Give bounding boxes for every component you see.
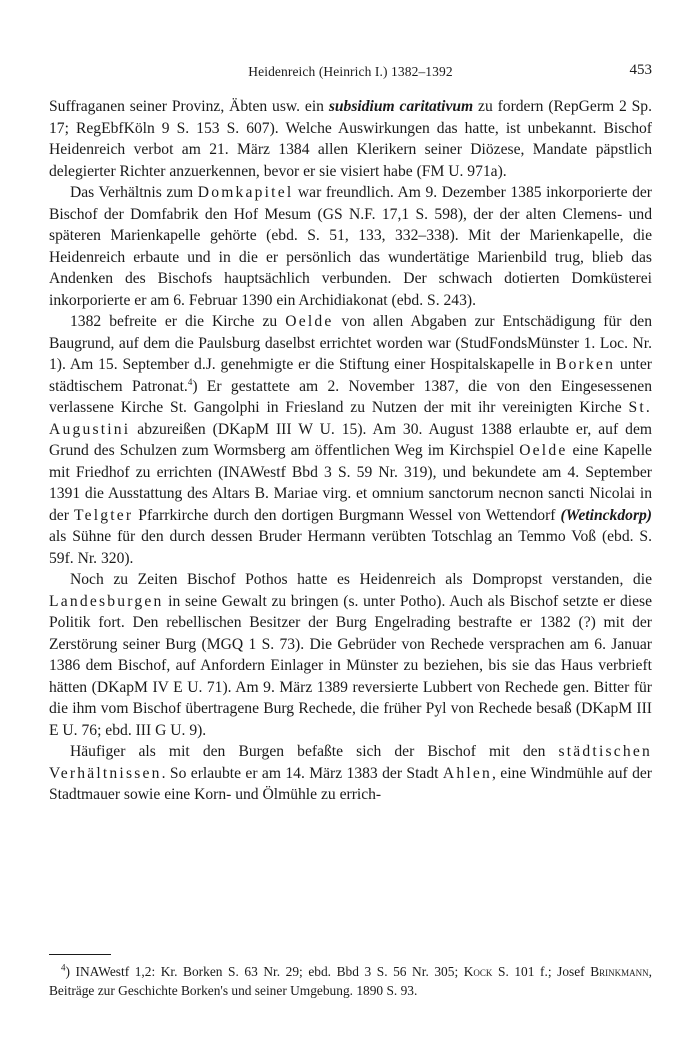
spaced-keyword: St. Augustini [49, 399, 652, 438]
text-run: war freundlich. Am 9. Dezember 1385 inkorporierte der Bischof der Domfabrik den Hof Mesum (GS N.F. 17,1 S. 598), der der alten Clemens- und späteren Marienkapelle gehörte (ebd. S. 51, 133, 332–338). Mit der Marienkapelle, die Heidenreich erbaute und in die er persönlich das wundertätige Marienbild trug, blieb das Andenken des Bischofs hauptsächlich verbunden. Der schwach dotierten Domküsterei inkorporierte er am 6. Februar 1390 ein Archidiakonat (ebd. S. 243). [49, 184, 652, 309]
spaced-keyword: Borken [555, 356, 616, 373]
text-run: zu fordern (RepGerm 2 Sp. 17; RegEbfKöln 9 S. 153 S. 607). Welche Auswirkungen das hatte, ist unbekannt. Bischof Heidenreich verbot am 21. März 1384 allen Klerikern seiner Diözese, Mandate päpstlich delegierter Richter anzuerkennen, bevor er sie visiert habe (FM U. 971a). [49, 98, 652, 180]
text-run: Pfarrkirche durch den dortigen Burgmann Wessel von Wettendorf [133, 506, 561, 524]
text-run: von allen Abgaben zur Entschädigung für den Baugrund, auf dem die Paulsburg daselbst errichtet worden war (StudFondsMünster 1. Loc. Nr. 1). Am 15. September d.J. genehmigte er die Stiftung einer Hospitalskapelle in [49, 313, 653, 373]
footnote [49, 962, 652, 1000]
text-run: S. 101 f.; Josef [492, 964, 591, 979]
text-run: 1382 befreite er die Kirche zu [70, 313, 286, 330]
spaced-keyword: Landesburgen [49, 592, 164, 610]
text-run: Häufiger als mit den Burgen befaßte sich der Bischof mit den [70, 743, 559, 760]
italic-term: (Wetinckdorp) [560, 506, 652, 524]
latin-term: subsidium caritativum [328, 98, 474, 115]
running-head [49, 64, 652, 84]
text-run: ) INAWestf 1,2: Kr. Borken S. 63 Nr. 29; ebd. Bbd 3 S. 56 Nr. 305; [65, 964, 464, 979]
paragraph-2 [49, 182, 652, 311]
text-run: Das Verhältnis zum [70, 184, 198, 201]
paragraph-5 [49, 741, 652, 806]
text-run: als Sühne für den durch dessen Bruder Hermann verübten Totschlag an Temmo Voß (ebd. S. 59f. Nr. 320). [49, 528, 652, 567]
paragraph-4 [49, 569, 652, 741]
spaced-keyword: Oelde [285, 313, 334, 330]
text-run: eine Kapelle mit Friedhof zu errichten (INAWestf Bbd 3 S. 59 Nr. 319), und bekundete am 4. September 1391 die Ausstattung des Altars B. Mariae virg. et omnium sanctorum necnon sancti Nicolai in der [49, 442, 652, 524]
footnote-text [49, 962, 652, 1000]
footnote-mark: 4 [61, 962, 66, 973]
paragraph-1 [49, 96, 652, 182]
text-run: abzureißen (DKapM III W U. 15). Am 30. August 1388 erlaubte er, auf dem Grund des Schulzen zum Wormsberg am öffentlichen Weg im Kirchspiel [49, 420, 652, 459]
page-number: 453 [629, 62, 652, 78]
spaced-keyword: Telgter [73, 506, 134, 524]
text-run: unter städtischem Patronat. [49, 356, 652, 395]
text-run: , Beiträge zur Geschichte Borken's und seiner Umgebung. 1890 S. 93. [49, 964, 652, 998]
running-title: Heidenreich (Heinrich I.) 1382–1392 [248, 64, 453, 79]
spaced-keyword: Domkapitel [197, 184, 294, 201]
spaced-keyword: städtischen Verhältnissen [49, 743, 652, 782]
text-run: , eine Windmühle auf der Stadtmauer sowie eine Korn- und Ölmühle zu errich- [49, 764, 652, 803]
spaced-keyword: Oelde [519, 442, 568, 459]
text-run: Suffraganen seiner Provinz, Äbten usw. ein [49, 98, 329, 115]
spaced-keyword: Ahlen [442, 764, 492, 782]
text-run: Noch zu Zeiten Bischof Pothos hatte es Heidenreich als Dompropst verstanden, die [70, 571, 652, 588]
footnote-reference: 4 [187, 376, 193, 387]
text-run: . So erlaubte er am 14. März 1383 der Stadt [161, 764, 443, 782]
text-run: ) Er gestattete am 2. November 1387, die von den Eingesessenen verlassene Kirche St. Gangolphi in Friesland zu Nutzen der mit ihr vereinigten Kirche [49, 377, 652, 416]
text-run: in seine Gewalt zu bringen (s. unter Potho). Auch als Bischof setzte er diese Politik fort. Den rebellischen Besitzer der Burg Engelrading bestrafte er 1382 (?) mit der Zerstörung seiner Burg (MGQ 1 S. 73). Die Gebrüder von Rechede versprachen am 6. Januar 1386 dem Bischof, auf Anfordern Einlager in Münster zu beziehen, bis sie das Haus verbrieft hätten (DKapM IV E U. 71). Am 9. März 1389 reversierte Lubbert von Rechede gen. Bitter für die ihm vom Bischof übertragene Burg Rechede, die früher Pyl von Rechede besaß (DKapM III E U. 76; ebd. III G U. 9). [49, 592, 652, 739]
body-text [49, 96, 652, 806]
author-name: Kock [463, 964, 493, 979]
paragraph-3 [49, 311, 652, 569]
footnote-divider [49, 954, 111, 955]
document-page [49, 0, 652, 1048]
author-name: Brinkmann [590, 964, 649, 979]
